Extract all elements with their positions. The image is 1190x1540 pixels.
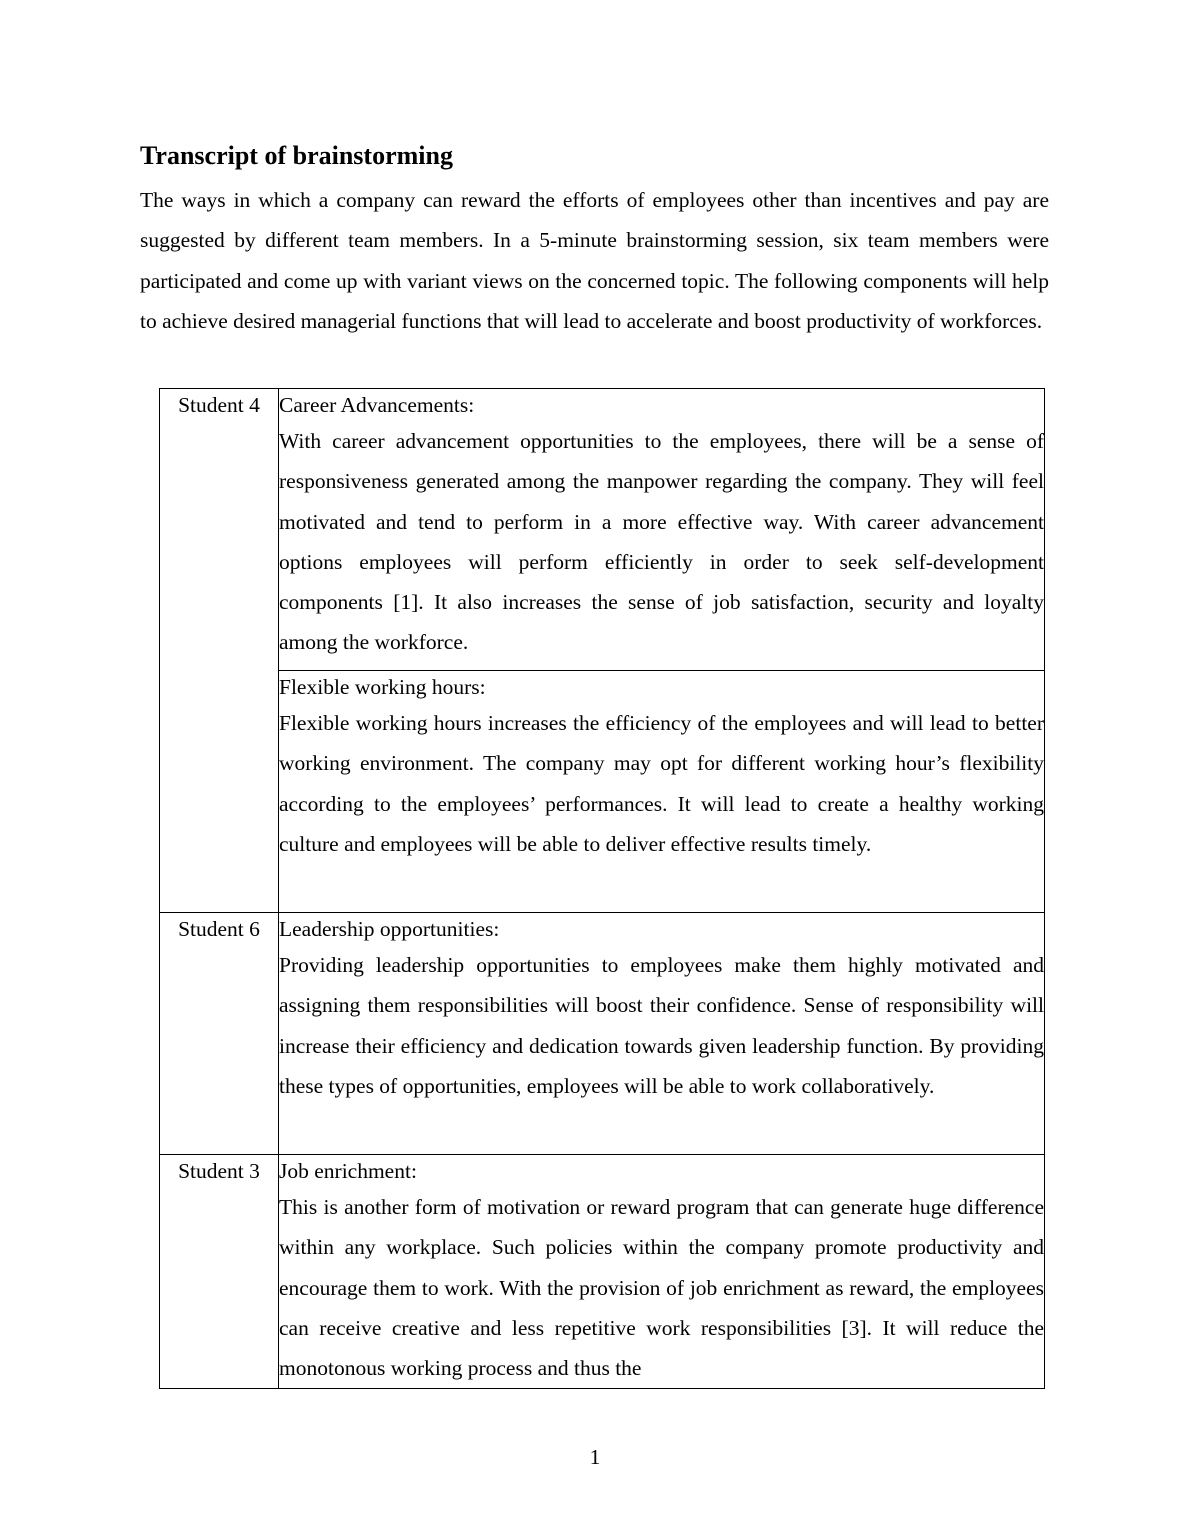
item-title: Flexible working hours:	[279, 675, 486, 699]
content-cell	[279, 671, 1045, 913]
item-title: Job enrichment:	[279, 1159, 417, 1183]
content-cell	[279, 389, 1045, 671]
item-body: This is another form of motivation or reward program that can generate huge difference within any workplace. Such policies within the company promote productivity and encourage them to work. With the provision of job enrichment as reward, the employees can receive creative and less repetitive work responsibilities [3]. It will reduce the monotonous working process and thus the	[279, 1195, 1044, 1381]
page-number: 1	[589, 1445, 601, 1469]
item-title: Career Advancements:	[279, 393, 475, 417]
student-cell: Student 4	[160, 389, 279, 913]
item-body: With career advancement opportunities to the employees, there will be a sense of responsiveness generated among the manpower regarding the company. They will feel motivated and tend to perform in a more effective way. With career advancement options employees will perform efficiently in order to seek self-development components [1]. It also increases the sense of job satisfaction, security and loyalty among the workforce.	[279, 429, 1044, 655]
table-row	[160, 671, 1045, 913]
content-cell	[279, 913, 1045, 1155]
table-row	[160, 1155, 1045, 1389]
student-cell: Student 6	[160, 913, 279, 1155]
item-body: Flexible working hours increases the efficiency of the employees and will lead to better working environment. The company may opt for different working hour’s flexibility according to the employees’ performances. It will lead to create a healthy working culture and employees will be able to deliver effective results timely.	[279, 711, 1044, 856]
intro-paragraph: The ways in which a company can reward the efforts of employees other than incentives and pay are suggested by different team members. In a 5-minute brainstorming session, six team members were participated and come up with variant views on the concerned topic. The following components will help to achieve desired managerial functions that will lead to accelerate and boost productivity of workforces.	[140, 188, 1049, 333]
content-cell	[279, 1155, 1045, 1389]
brainstorming-table	[159, 388, 1045, 1389]
page-title: Transcript of brainstorming	[140, 141, 453, 170]
item-body: Providing leadership opportunities to employees make them highly motivated and assigning them responsibilities will boost their confidence. Sense of responsibility will increase their efficiency and dedication towards given leadership function. By providing these types of opportunities, employees will be able to work collaboratively.	[279, 953, 1044, 1098]
item-title: Leadership opportunities:	[279, 917, 500, 941]
table-row	[160, 913, 1045, 1155]
student-cell: Student 3	[160, 1155, 279, 1389]
table-row	[160, 389, 1045, 671]
